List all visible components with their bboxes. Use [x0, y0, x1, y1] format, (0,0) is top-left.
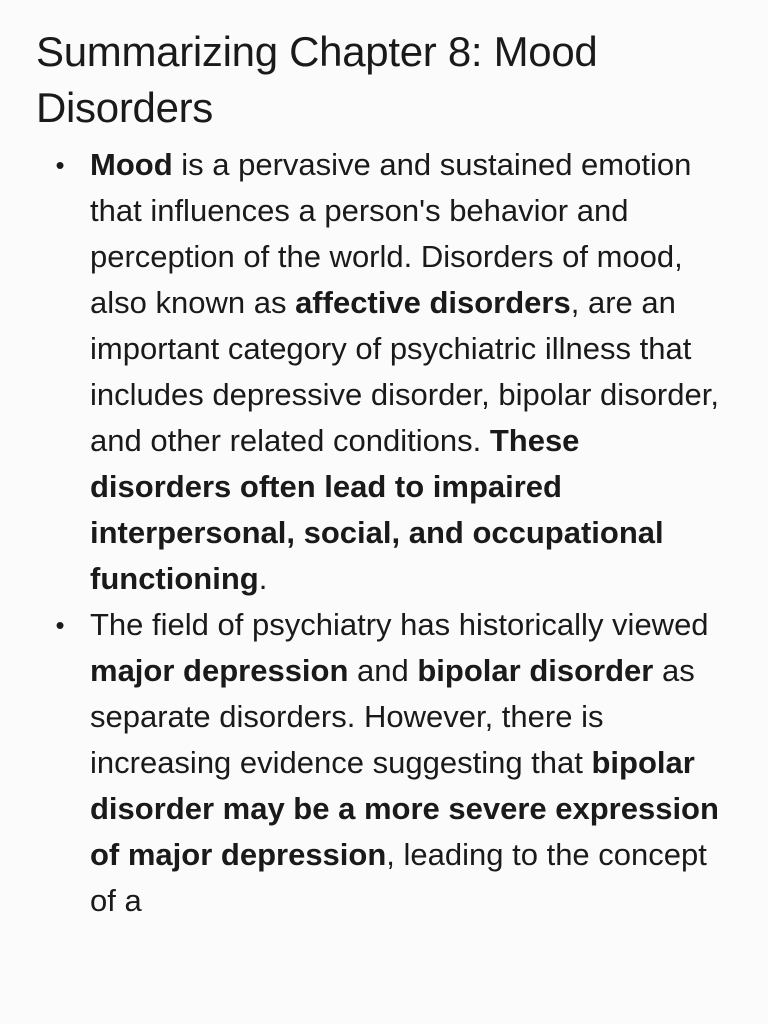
body-text: and [348, 653, 418, 688]
page-title: Summarizing Chapter 8: Mood Disorders [36, 28, 598, 131]
list-item [36, 142, 728, 602]
bold-text: affective disorders [295, 285, 571, 320]
list-item [36, 602, 728, 924]
bold-text: Mood [90, 147, 173, 182]
bold-text: These disorders often lead to impaired interpersonal, social, and occupational functioning [90, 423, 664, 596]
bullet-icon: • [55, 610, 65, 640]
body-text: as separate disorders. However, there is increasing evidence suggesting that [90, 653, 695, 780]
bullet-list [36, 142, 728, 924]
bold-text: bipolar disorder may be a more severe expression of major depression [90, 745, 719, 872]
body-text: The field of psychiatry has historically viewed [90, 607, 709, 642]
body-text: , leading to the concept of a [90, 837, 707, 918]
bullet-icon: • [55, 150, 65, 180]
body-text: , are an important category of psychiatric illness that includes depressive disorder, bipolar disorder, and other related conditions. [90, 285, 719, 458]
bold-text: bipolar disorder [417, 653, 654, 688]
body-text: . [258, 561, 268, 596]
body-text: is a pervasive and sustained emotion that influences a person's behavior and perception of the world. Disorders of mood, also known as [90, 147, 692, 320]
bold-text: major depression [90, 653, 349, 688]
